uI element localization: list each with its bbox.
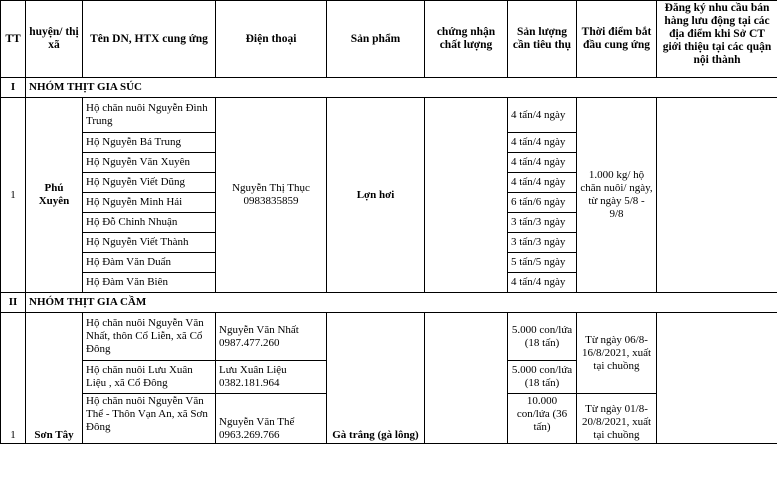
section-roman: I bbox=[1, 78, 26, 98]
company-cell: Hộ chăn nuôi Nguyễn Văn Thể - Thôn Vạn An, xã Sơn Đông bbox=[83, 394, 216, 444]
volume-cell: 4 tấn/4 ngày bbox=[508, 273, 577, 293]
row-tt: 1 bbox=[1, 98, 26, 293]
volume-cell: 4 tấn/4 ngày bbox=[508, 98, 577, 133]
company-cell: Hộ Đàm Văn Duẩn bbox=[83, 253, 216, 273]
volume-cell: 5 tấn/5 ngày bbox=[508, 253, 577, 273]
section-row bbox=[1, 293, 777, 313]
header-start-time: Thời điểm bắt đầu cung ứng bbox=[577, 1, 657, 78]
company-cell: Hộ chăn nuôi Lưu Xuân Liệu , xã Cổ Đông bbox=[83, 361, 216, 394]
phone-cell: Nguyễn Thị Thục 0983835859 bbox=[216, 98, 327, 293]
section-roman: II bbox=[1, 293, 26, 313]
section-title: NHÓM THỊT GIA CẦM bbox=[26, 293, 777, 313]
phone-cell: Nguyễn Văn Thể 0963.269.766 bbox=[216, 394, 327, 444]
section-row bbox=[1, 78, 777, 98]
company-cell: Hộ chăn nuôi Nguyễn Văn Nhất, thôn Cổ Liễn, xã Cổ Đông bbox=[83, 313, 216, 361]
header-volume: Sản lượng cần tiêu thụ bbox=[508, 1, 577, 78]
volume-cell: 4 tấn/4 ngày bbox=[508, 133, 577, 153]
header-product: Sản phẩm bbox=[327, 1, 425, 78]
company-cell: Hộ Đỗ Chinh Nhuận bbox=[83, 213, 216, 233]
header-row bbox=[1, 1, 777, 78]
row-tt: 1 bbox=[1, 313, 26, 444]
district-cell: Sơn Tây bbox=[26, 313, 83, 444]
company-cell: Hộ Nguyễn Minh Hải bbox=[83, 193, 216, 213]
register-cell bbox=[657, 313, 777, 444]
register-cell bbox=[657, 98, 777, 293]
product-cell: Gà trắng (gà lông) bbox=[327, 313, 425, 444]
header-company: Tên DN, HTX cung ứng bbox=[83, 1, 216, 78]
volume-cell: 4 tấn/4 ngày bbox=[508, 173, 577, 193]
certification-cell bbox=[425, 313, 508, 444]
company-cell: Hộ Nguyễn Văn Xuyên bbox=[83, 153, 216, 173]
header-certification: chứng nhận chất lượng bbox=[425, 1, 508, 78]
district-cell: Phú Xuyên bbox=[26, 98, 83, 293]
certification-cell bbox=[425, 98, 508, 293]
volume-cell: 3 tấn/3 ngày bbox=[508, 213, 577, 233]
header-phone: Điện thoại bbox=[216, 1, 327, 78]
start-time-cell: 1.000 kg/ hộ chăn nuôi/ ngày, từ ngày 5/8 - 9/8 bbox=[577, 98, 657, 293]
table-row bbox=[1, 98, 777, 133]
company-cell: Hộ Đàm Văn Biên bbox=[83, 273, 216, 293]
phone-cell: Nguyễn Văn Nhất 0987.477.260 bbox=[216, 313, 327, 361]
volume-cell: 5.000 con/lứa (18 tấn) bbox=[508, 313, 577, 361]
volume-cell: 3 tấn/3 ngày bbox=[508, 233, 577, 253]
header-register: Đăng ký nhu cầu bán hàng lưu động tại các địa điểm khi Sở CT giới thiệu tại các quận nội thành bbox=[657, 1, 777, 78]
header-district: huyện/ thị xã bbox=[26, 1, 83, 78]
volume-cell: 4 tấn/4 ngày bbox=[508, 153, 577, 173]
company-cell: Hộ Nguyễn Viết Dũng bbox=[83, 173, 216, 193]
section-title: NHÓM THỊT GIA SÚC bbox=[26, 78, 777, 98]
company-cell: Hộ chăn nuôi Nguyễn Đình Trung bbox=[83, 98, 216, 133]
company-cell: Hộ Nguyễn Viết Thành bbox=[83, 233, 216, 253]
volume-cell: 10.000 con/lứa (36 tấn) bbox=[508, 394, 577, 444]
table-row bbox=[1, 313, 777, 361]
company-cell: Hộ Nguyễn Bá Trung bbox=[83, 133, 216, 153]
start-time-cell: Từ ngày 01/8-20/8/2021, xuất tại chuồng bbox=[577, 394, 657, 444]
volume-cell: 6 tấn/6 ngày bbox=[508, 193, 577, 213]
start-time-cell: Từ ngày 06/8-16/8/2021, xuất tại chuồng bbox=[577, 313, 657, 394]
product-cell: Lợn hơi bbox=[327, 98, 425, 293]
phone-cell: Lưu Xuân Liệu 0382.181.964 bbox=[216, 361, 327, 394]
volume-cell: 5.000 con/lứa (18 tấn) bbox=[508, 361, 577, 394]
header-tt: TT bbox=[1, 1, 26, 78]
